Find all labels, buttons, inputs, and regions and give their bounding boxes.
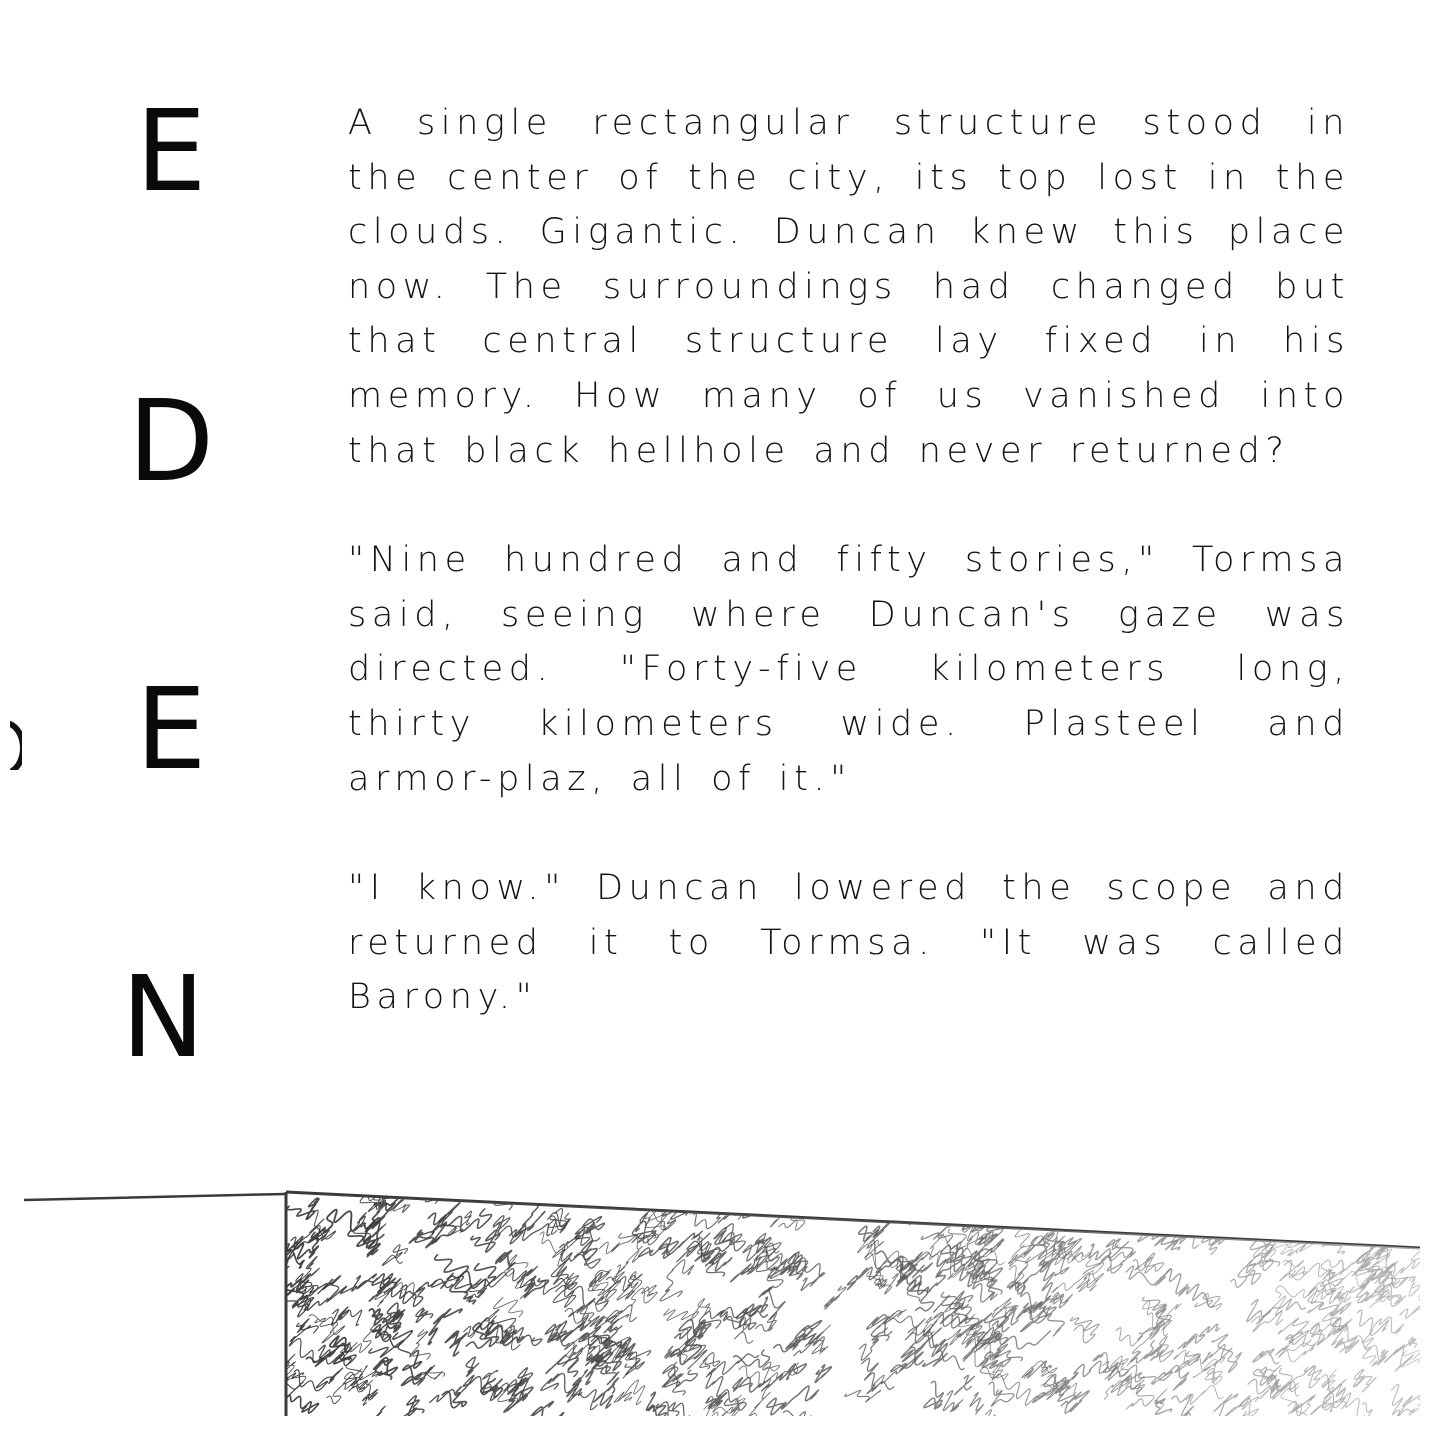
paragraph-2: "Nine hundred and fifty stories," Tormsa said, seeing where Duncan's gaze was directed. "Forty-five kilometers long, thirty kilometers wide. Plasteel and armor-plaz, all of it." bbox=[348, 540, 1350, 799]
scribble-fade bbox=[286, 1190, 1426, 1420]
paragraph-1: A single rectangular structure stood in the center of the city, its top lost in the clouds. Gigantic. Duncan knew this place now. The surroundings had changed but that central structure lay fixed in his memory. How many of us vanished into that black hellhole and never returned? bbox=[348, 103, 1350, 471]
title-letter-n: N bbox=[121, 953, 205, 1083]
cropped-edge-mark bbox=[10, 718, 22, 770]
horizon-line bbox=[24, 1194, 286, 1200]
scribble-stroke bbox=[1418, 1389, 1445, 1415]
story-text bbox=[348, 96, 1350, 1080]
scribble-illustration bbox=[0, 1170, 1445, 1430]
title-letter-e-2: E bbox=[135, 665, 207, 795]
paragraph-3: "I know." Duncan lowered the scope and returned it to Tormsa. "It was called Barony." bbox=[348, 868, 1350, 1018]
scribble-stroke bbox=[906, 1198, 922, 1224]
title-letter-e-1: E bbox=[135, 87, 207, 217]
scribble-stroke bbox=[1419, 1292, 1445, 1301]
title-letter-d: D bbox=[127, 377, 215, 507]
scribble-stroke bbox=[1419, 1410, 1438, 1425]
